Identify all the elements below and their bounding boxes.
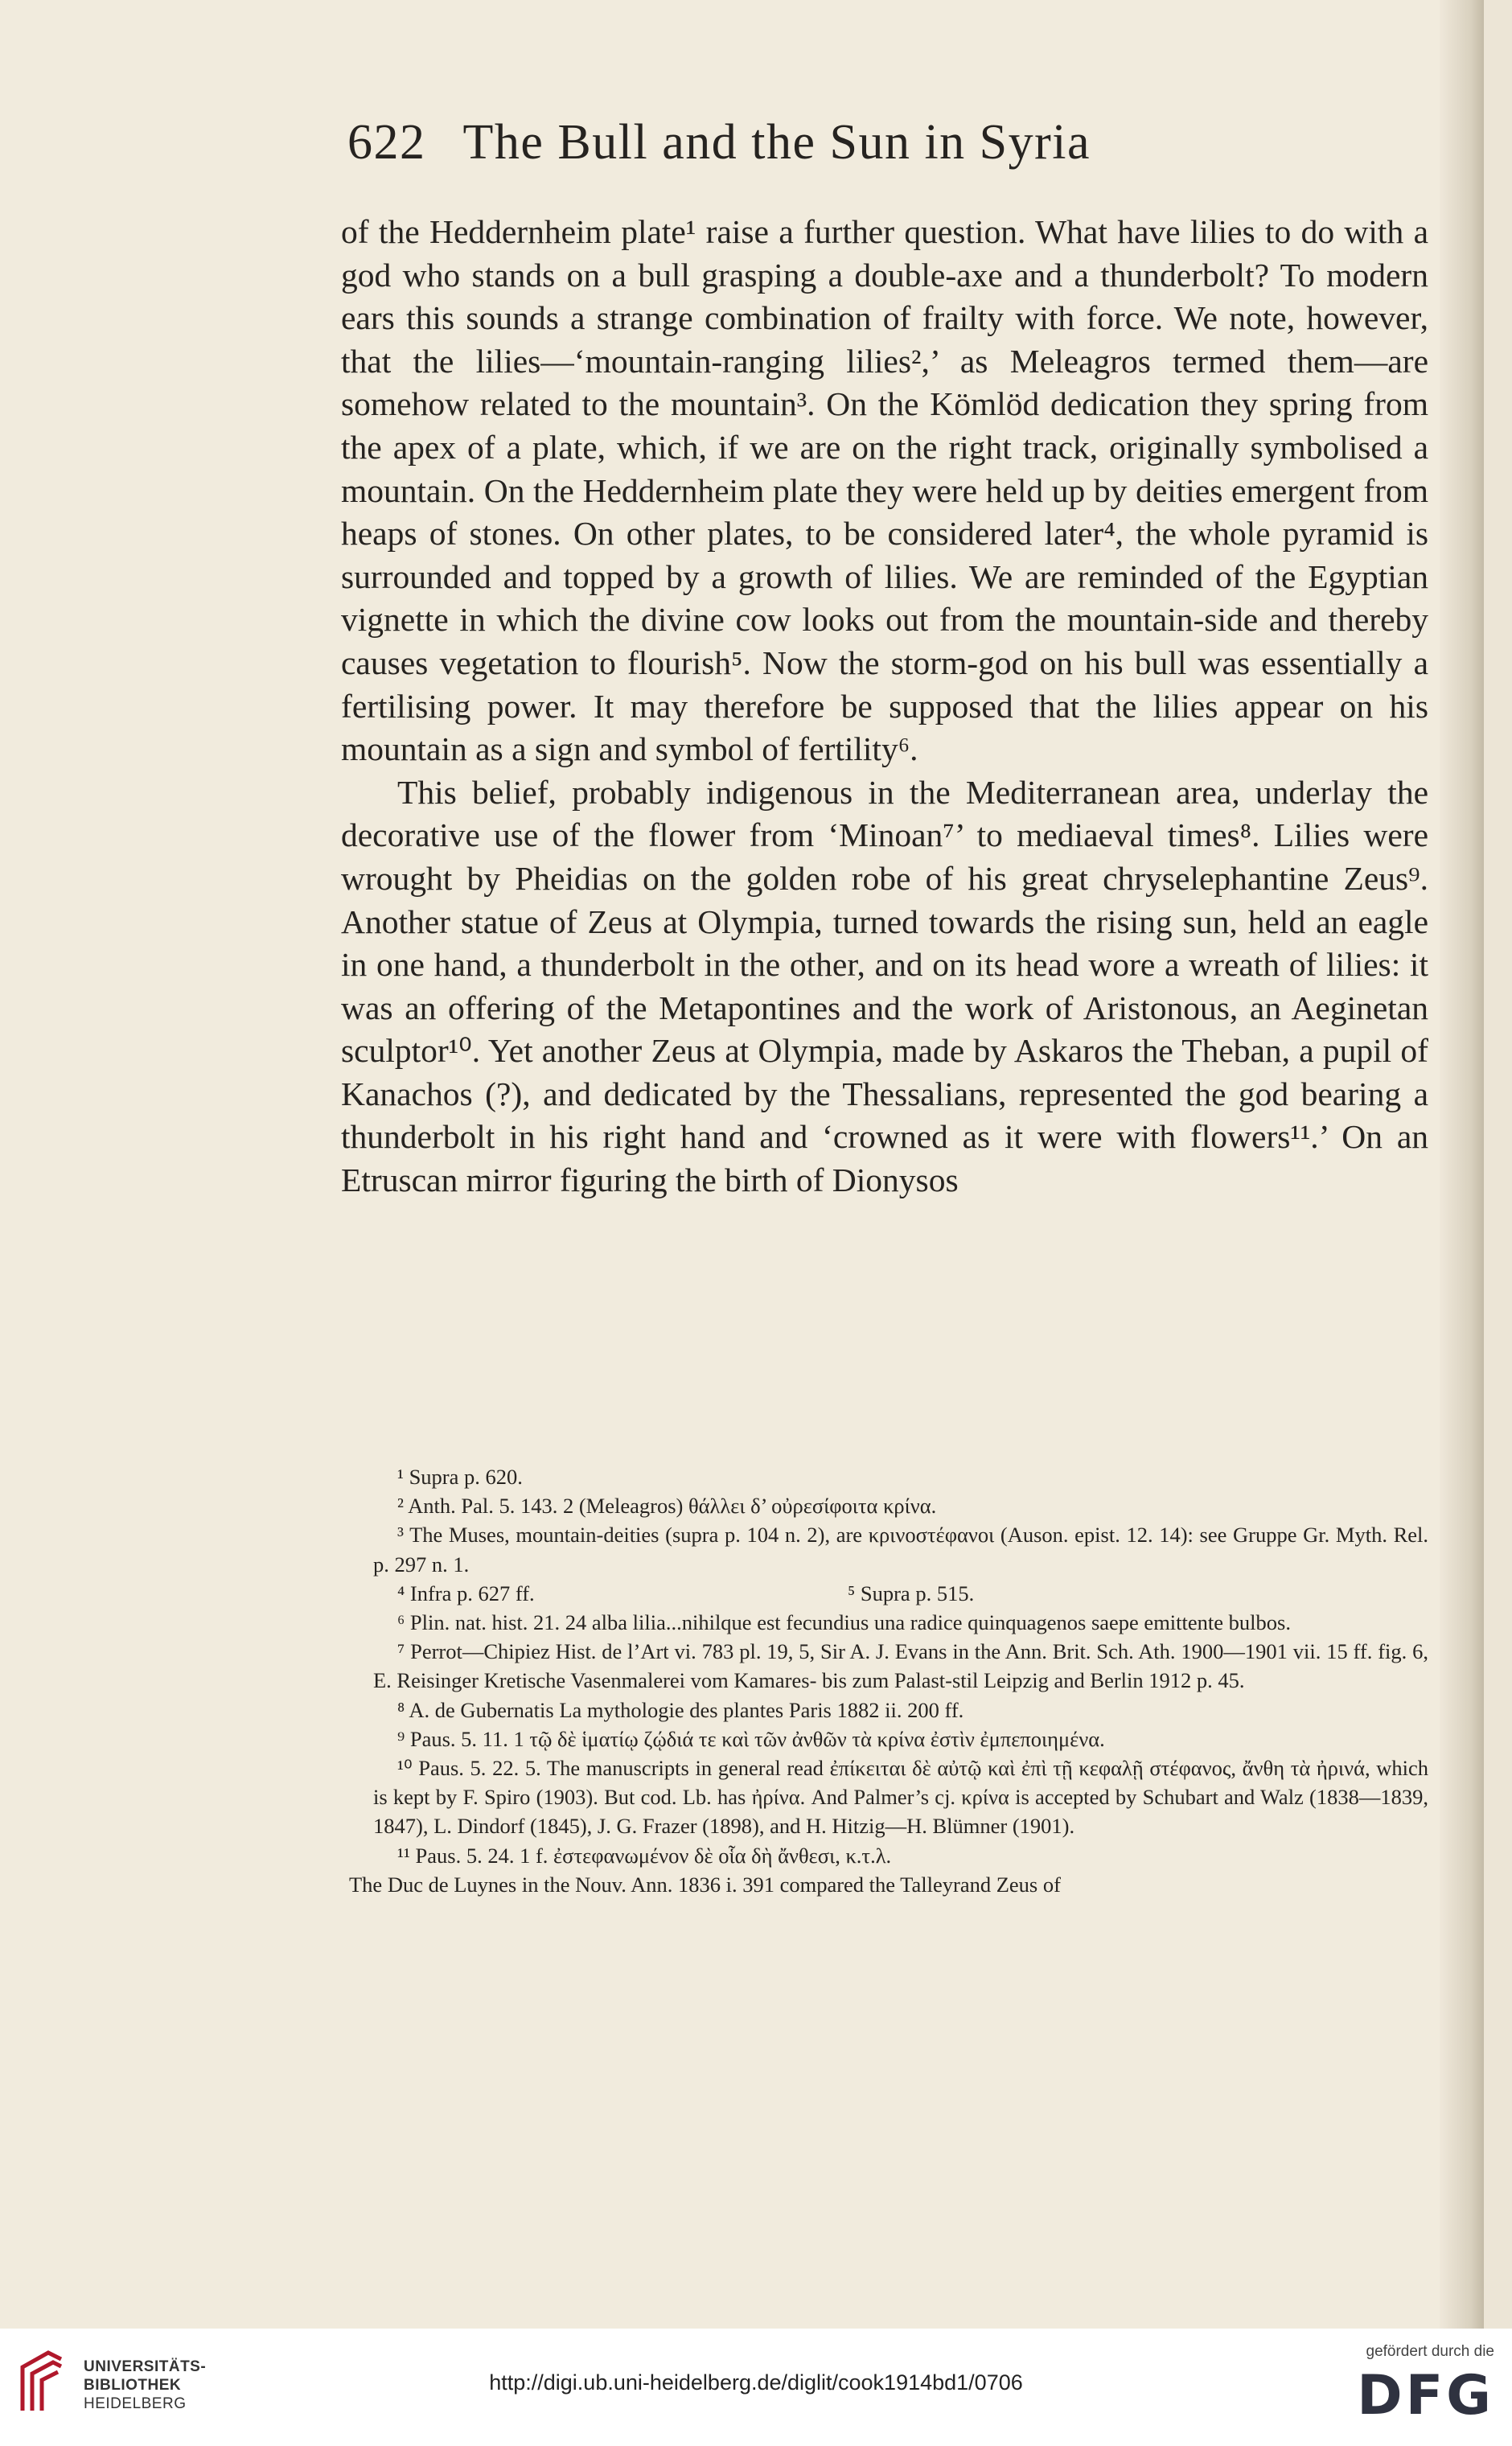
footnote-1: ¹ Supra p. 620.	[397, 1465, 523, 1489]
running-head	[347, 115, 1280, 170]
page-number: 622	[347, 115, 426, 170]
footnote-row-4-5	[373, 1579, 1428, 1608]
running-title: The Bull and the Sun in Syria	[462, 115, 1091, 170]
footnote-11: ¹¹ Paus. 5. 24. 1 f. ἐστεφανωμένον δὲ οἷα δὴ ἄνθεσι, κ.τ.λ.	[397, 1843, 892, 1868]
footnote-5: ⁵ Supra p. 515.	[848, 1581, 975, 1605]
footnote-7: ⁷ Perrot—Chipiez Hist. de l’Art vi. 783 pl. 19, 5, Sir A. J. Evans in the Ann. Brit. Sch. Ath. 1900—1901 vii. 15 ff. fig. 6, E. Reisinger Kretische Vasenmalerei vom Kamares- bis zum Palast-stil Leipzig and Berlin 1912 p. 45.	[373, 1639, 1428, 1693]
footnote-4: ⁴ Infra p. 627 ff.	[397, 1581, 535, 1605]
footnote-6: ⁶ Plin. nat. hist. 21. 24 alba lilia...nihilque est fecundius una radice quinquagenos saepe emittente bulbos.	[397, 1610, 1291, 1635]
footnote-continuation: The Duc de Luynes in the Nouv. Ann. 1836 i. 391 compared the Talleyrand Zeus of	[349, 1872, 1061, 1897]
sponsor-block	[1325, 2343, 1494, 2428]
digitization-footer	[0, 2329, 1512, 2446]
library-name: UNIVERSITÄTS- BIBLIOTHEK HEIDELBERG	[84, 2358, 207, 2412]
sponsor-note: gefördert durch die	[1366, 2343, 1494, 2360]
footnote-2: ² Anth. Pal. 5. 143. 2 (Meleagros) θάλλει δ’ οὐρεσίφοιτα κρίνα.	[397, 1494, 937, 1519]
paragraph-1: of the Heddernheim plate¹ raise a further question. What have lilies to do with a god who stands on a bull grasping a double-axe and a thunderbolt? To modern ears this sounds a strange combination of frailty with force. We note, however, that the lilies—‘mountain-ranging lilies²,’ as Meleagros termed them—are somehow related to the mountain³. On the Kömlöd dedication they spring from the apex of a plate, which, if we are on the right track, originally symbolised a mountain. On the Heddernheim plate they were held up by deities emergent from heaps of stones. On other plates, to be considered later⁴, the whole pyramid is surrounded and topped by a growth of lilies. We are reminded of the Egyptian vignette in which the divine cow looks out from the mountain-side and thereby causes vegetation to flourish⁵. Now the storm-god on his bull was essentially a fertilising power. It may therefore be supposed that the lilies appear on his mountain as a sign and symbol of fertility⁶.	[341, 213, 1428, 768]
footnote-10: ¹⁰ Paus. 5. 22. 5. The manuscripts in general read ἐπίκειται δὲ αὐτῷ καὶ ἐπὶ τῇ κεφαλῇ στέφανος, ἄνθη τὰ ἠρινά, which is kept by F. Spiro (1903). But cod. Lb. has ἠρίνα. And Palmer’s cj. κρίνα is accepted by Schubart and Walz (1838—1839, 1847), L. Dindorf (1845), J. G. Frazer (1898), and H. Hitzig—H. Blümner (1901).	[373, 1756, 1428, 1839]
dfg-logo-icon: DFG	[1357, 2364, 1494, 2428]
footnote-8: ⁸ A. de Gubernatis La mythologie des plantes Paris 1882 ii. 200 ff.	[397, 1697, 964, 1722]
source-url-link[interactable]: http://digi.ub.uni-heidelberg.de/diglit/cook1914bd1/0706	[489, 2370, 1023, 2395]
footnote-3: ³ The Muses, mountain-deities (supra p. 104 n. 2), are κρινοστέφανοι (Auson. epist. 12. 14): see Gruppe Gr. Myth. Rel. p. 297 n. 1.	[373, 1523, 1428, 1577]
main-text	[341, 211, 1428, 1202]
paragraph-2: This belief, probably indigenous in the Mediterranean area, underlay the decorative use of the flower from ‘Minoan⁷’ to mediaeval times⁸. Lilies were wrought by Pheidias on the golden robe of his great chryselephantine Zeus⁹. Another statue of Zeus at Olympia, turned towards the rising sun, held an eagle in one hand, a thunderbolt in the other, and on its head wore a wreath of lilies: it was an offering of the Metapontines and the work of Aristonous, an Aeginetan sculptor¹⁰. Yet another Zeus at Olympia, made by Askaros the Theban, a pupil of Kanachos (?), and dedicated by the Thessalians, represented the god bearing a thunderbolt in his right hand and ‘crowned as it were with flowers¹¹.’ On an Etruscan mirror figuring the birth of Dionysos	[341, 773, 1428, 1199]
footnote-9: ⁹ Paus. 5. 11. 1 τῷ δὲ ἱματίῳ ζῴδιά τε καὶ τῶν ἀνθῶν τὰ κρίνα ἐστὶν ἐμπεποιημένα.	[397, 1726, 1105, 1751]
footnotes	[349, 1462, 1428, 1899]
